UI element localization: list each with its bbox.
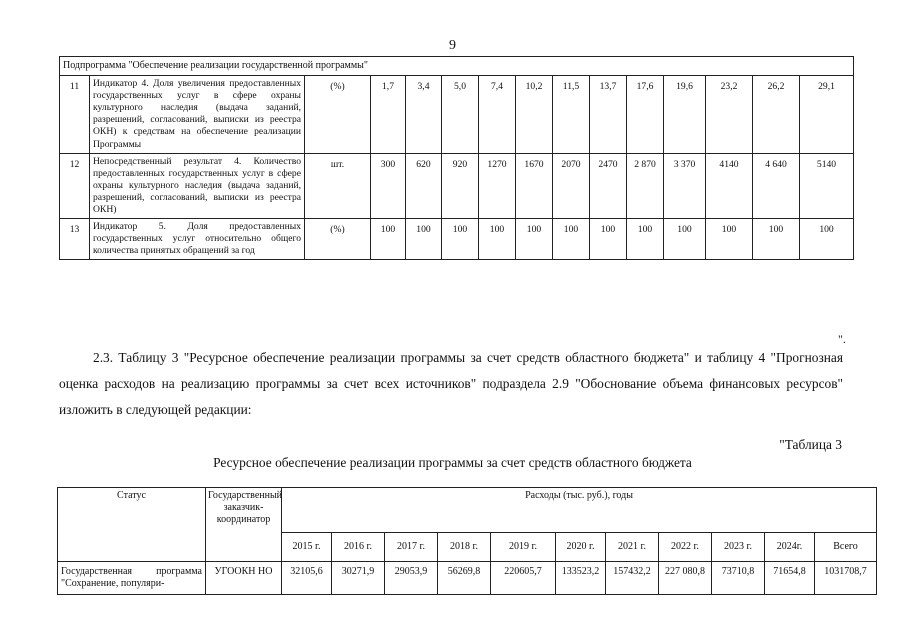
resource-table <box>57 487 877 595</box>
unit-cell: (%) <box>305 76 371 154</box>
value-cell: 1031708,7 <box>815 562 877 595</box>
value-cell: 29053,9 <box>385 562 438 595</box>
value-cell: 100 <box>442 219 479 260</box>
year-header: Всего <box>815 533 877 562</box>
value-cell: 17,6 <box>627 76 664 154</box>
amendment-text: 2.3. Таблицу 3 "Ресурсное обеспечение реализации программы за счет средств областного бюджета" и таблицу 4 "Прогнозная оценка расходов на реализацию программы за счет всех источников" подраздела 2.9 "Обоснование объема финансовых ресурсов" изложить в следующей редакции: <box>59 350 843 417</box>
subprogram-row <box>60 57 854 76</box>
value-cell: 2070 <box>553 153 590 218</box>
value-cell: 1,7 <box>371 76 406 154</box>
value-cell: 13,7 <box>590 76 627 154</box>
value-cell: 29,1 <box>800 76 854 154</box>
customer-cell: УГООКН НО <box>206 562 282 595</box>
expenses-header: Расходы (тыс. руб.), годы <box>282 488 877 533</box>
value-cell: 1670 <box>516 153 553 218</box>
value-cell: 7,4 <box>479 76 516 154</box>
year-header: 2016 г. <box>332 533 385 562</box>
value-cell: 5140 <box>800 153 854 218</box>
table-row <box>60 76 854 154</box>
value-cell: 73710,8 <box>712 562 765 595</box>
value-cell: 3 370 <box>664 153 706 218</box>
value-cell: 100 <box>627 219 664 260</box>
closing-quote: ". <box>838 332 846 346</box>
value-cell: 26,2 <box>753 76 800 154</box>
value-cell: 133523,2 <box>556 562 606 595</box>
year-header: 2015 г. <box>282 533 332 562</box>
value-cell: 2 870 <box>627 153 664 218</box>
value-cell: 4140 <box>706 153 753 218</box>
table-label: "Таблица 3 <box>779 437 842 452</box>
year-header: 2022 г. <box>659 533 712 562</box>
value-cell: 100 <box>516 219 553 260</box>
year-header: 2017 г. <box>385 533 438 562</box>
value-cell: 100 <box>553 219 590 260</box>
status-header: Статус <box>58 488 206 562</box>
value-cell: 5,0 <box>442 76 479 154</box>
value-cell: 10,2 <box>516 76 553 154</box>
value-cell: 1270 <box>479 153 516 218</box>
value-cell: 227 080,8 <box>659 562 712 595</box>
value-cell: 100 <box>406 219 442 260</box>
status-cell: Государственная программа "Сохранение, популяри- <box>58 562 206 595</box>
value-cell: 19,6 <box>664 76 706 154</box>
row-number: 13 <box>60 219 90 260</box>
year-header: 2019 г. <box>491 533 556 562</box>
table-row <box>60 219 854 260</box>
value-cell: 56269,8 <box>438 562 491 595</box>
value-cell: 100 <box>753 219 800 260</box>
value-cell: 3,4 <box>406 76 442 154</box>
subprogram-title: Подпрограмма "Обеспечение реализации государственной программы" <box>60 57 854 76</box>
indicator-description: Индикатор 5. Доля предоставленных государственных услуг относительно общего количества принятых обращений за год <box>90 219 305 260</box>
value-cell: 30271,9 <box>332 562 385 595</box>
value-cell: 220605,7 <box>491 562 556 595</box>
year-header: 2020 г. <box>556 533 606 562</box>
value-cell: 620 <box>406 153 442 218</box>
value-cell: 100 <box>371 219 406 260</box>
year-header: 2023 г. <box>712 533 765 562</box>
value-cell: 2470 <box>590 153 627 218</box>
indicator-description: Непосредственный результат 4. Количество предоставленных государственных услуг в сфере охраны культурного наследия (выдача заданий, разрешений, согласований, выписки из реестра ОКН) <box>90 153 305 218</box>
table-row <box>60 153 854 218</box>
indicators-table <box>59 56 854 260</box>
value-cell: 100 <box>590 219 627 260</box>
year-header: 2024г. <box>765 533 815 562</box>
value-cell: 920 <box>442 153 479 218</box>
unit-cell: (%) <box>305 219 371 260</box>
row-number: 11 <box>60 76 90 154</box>
value-cell: 71654,8 <box>765 562 815 595</box>
value-cell: 23,2 <box>706 76 753 154</box>
year-header: 2018 г. <box>438 533 491 562</box>
row-number: 12 <box>60 153 90 218</box>
value-cell: 157432,2 <box>606 562 659 595</box>
value-cell: 4 640 <box>753 153 800 218</box>
indicator-description: Индикатор 4. Доля увеличения предоставленных государственных услуг в сфере охраны культурного наследия (выдача заданий, разрешений, согласований, выписки из реестра ОКН) к средствам на обеспечение реализации Программы <box>90 76 305 154</box>
unit-cell: шт. <box>305 153 371 218</box>
page-number: 9 <box>449 38 456 53</box>
value-cell: 100 <box>479 219 516 260</box>
value-cell: 32105,6 <box>282 562 332 595</box>
table-title: Ресурсное обеспечение реализации программы за счет средств областного бюджета <box>213 455 692 470</box>
year-header: 2021 г. <box>606 533 659 562</box>
customer-header: Государственный заказчик-координатор <box>206 488 282 562</box>
value-cell: 100 <box>706 219 753 260</box>
value-cell: 100 <box>800 219 854 260</box>
amendment-paragraph <box>59 345 843 423</box>
value-cell: 11,5 <box>553 76 590 154</box>
value-cell: 300 <box>371 153 406 218</box>
value-cell: 100 <box>664 219 706 260</box>
table-row <box>58 562 877 595</box>
